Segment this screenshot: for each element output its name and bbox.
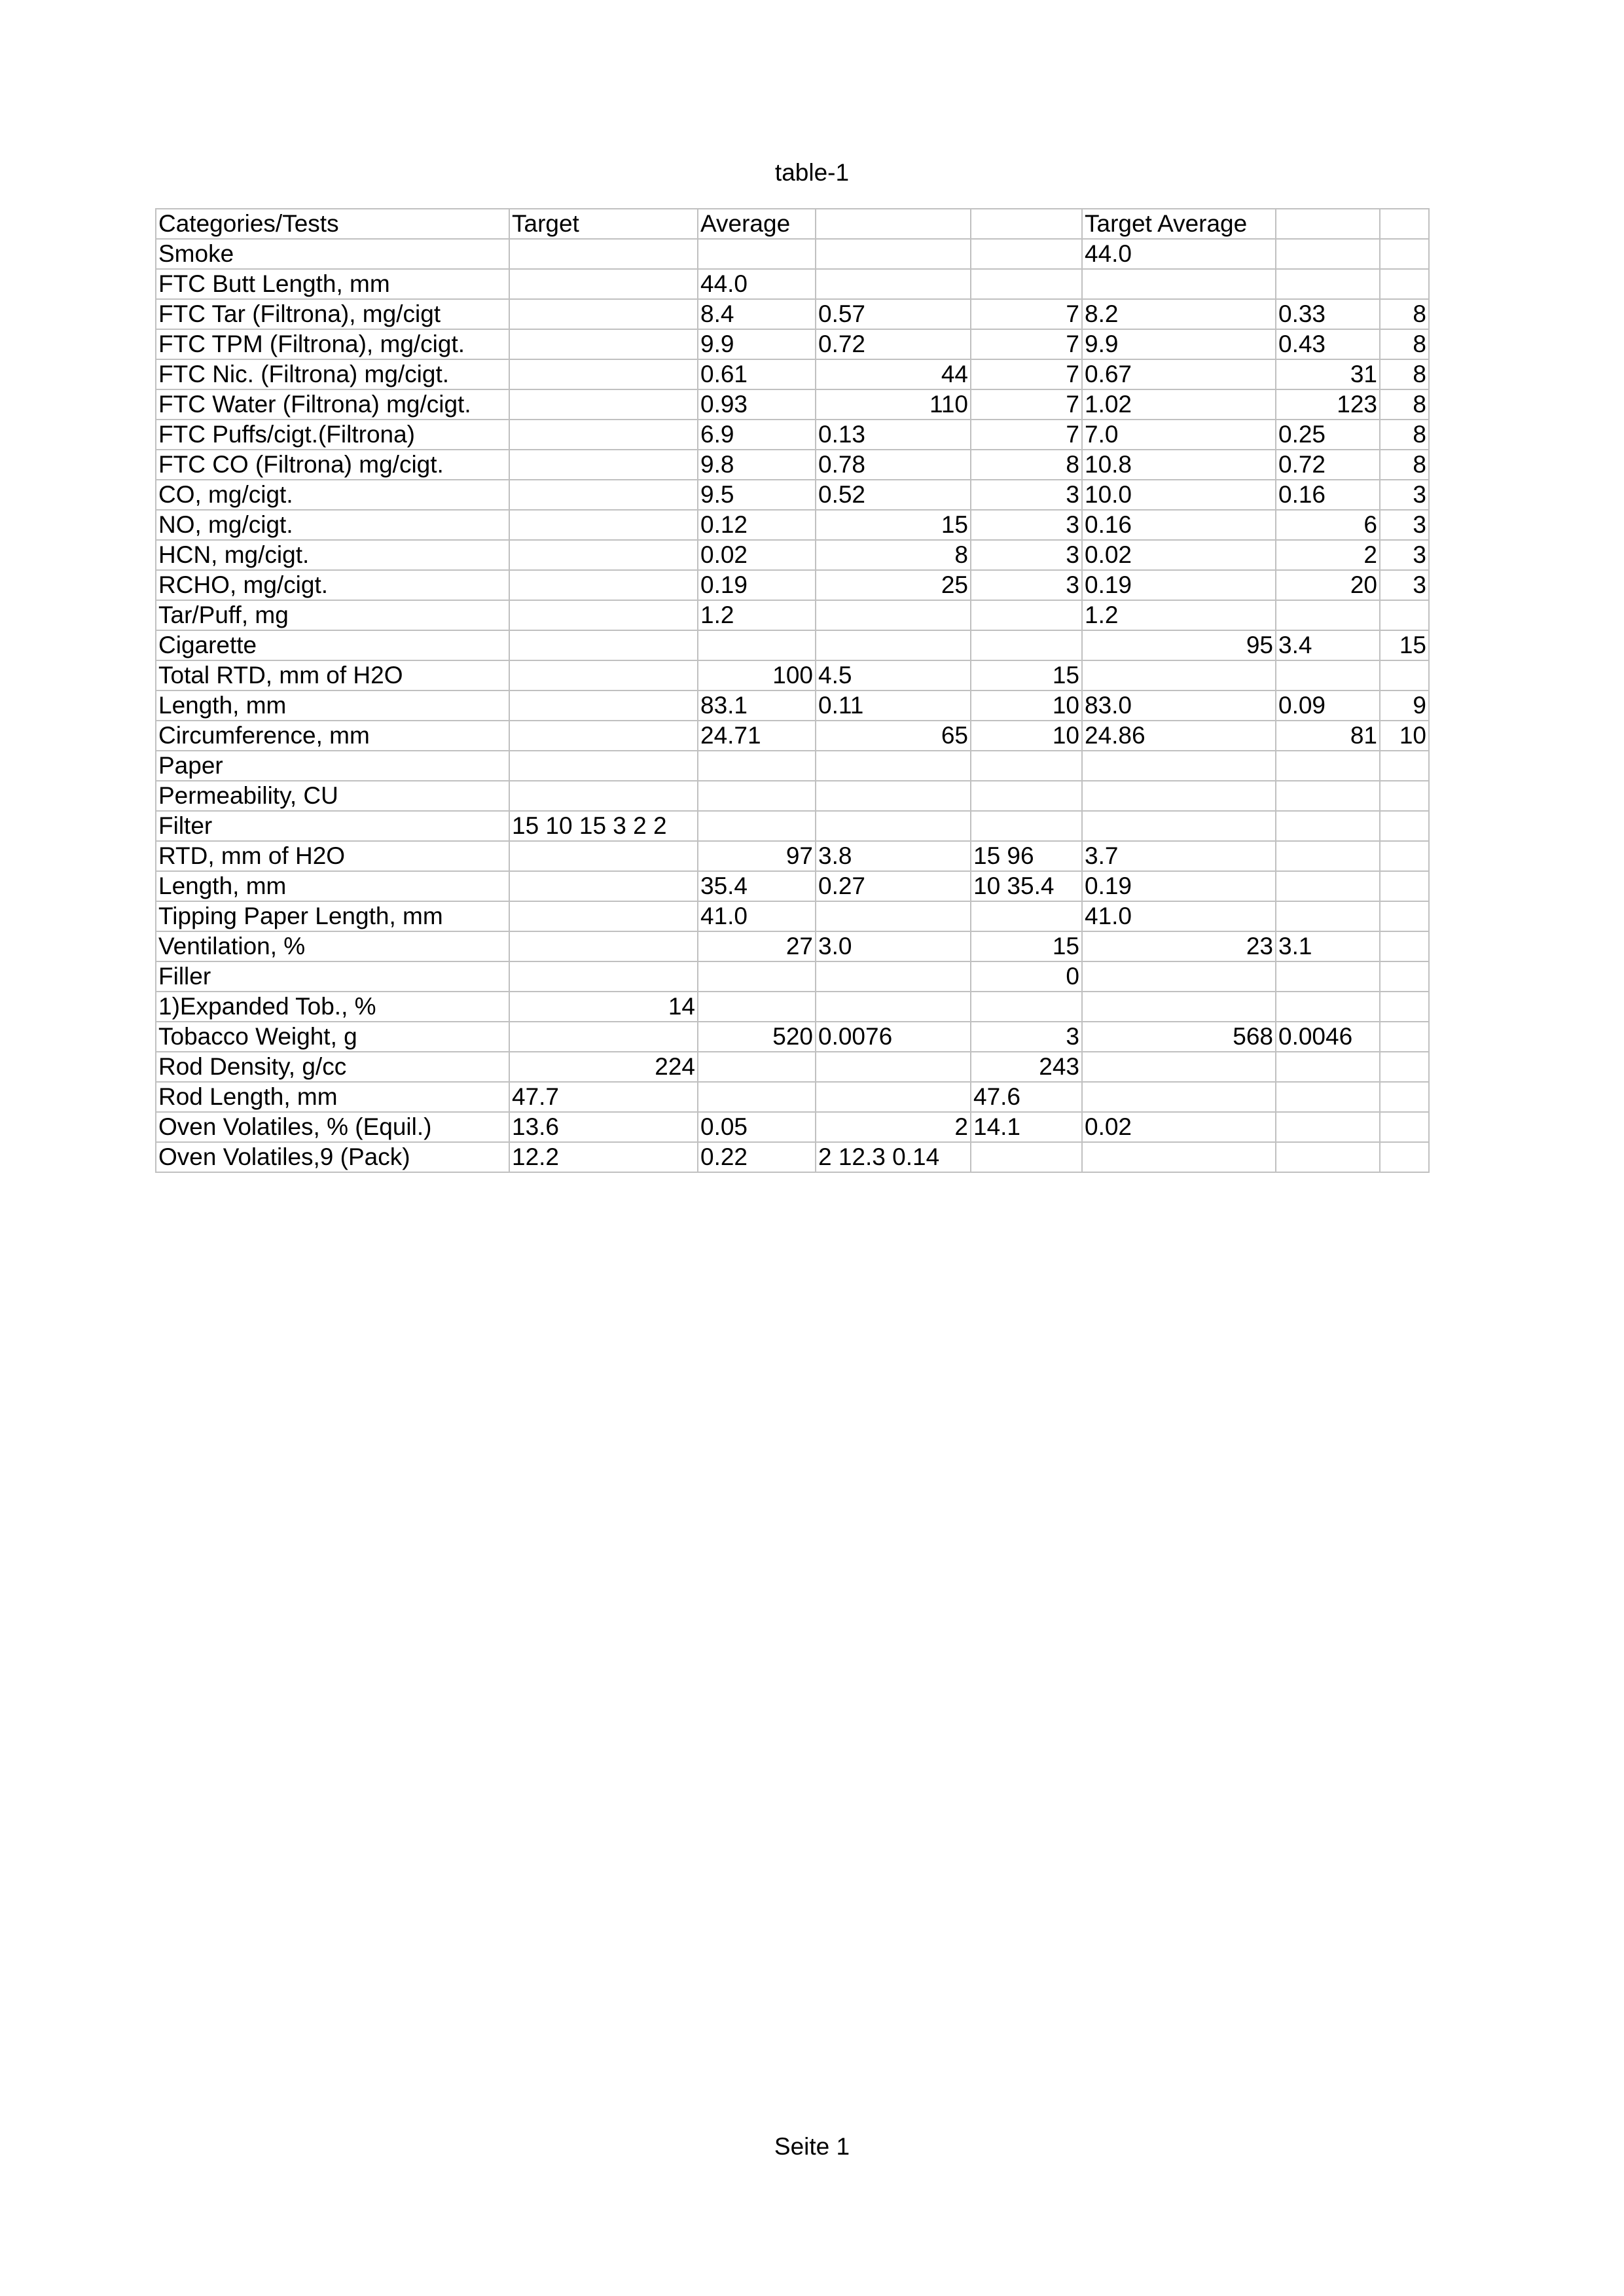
table-cell — [816, 600, 971, 630]
table-cell — [1082, 1142, 1276, 1172]
table-cell — [1276, 841, 1380, 871]
table-cell — [1380, 1112, 1429, 1142]
table-cell: 7 — [971, 389, 1082, 420]
table-cell: 41.0 — [698, 901, 816, 931]
row-label-cell: Ventilation, % — [156, 931, 509, 961]
table-row — [156, 1112, 1429, 1142]
table-cell — [698, 630, 816, 660]
table-cell — [698, 1052, 816, 1082]
table-cell: 3 — [1380, 570, 1429, 600]
table-cell: 0.05 — [698, 1112, 816, 1142]
table-cell: 2 12.3 0.14 — [816, 1142, 971, 1172]
table-cell: 25 — [816, 570, 971, 600]
table-cell: 47.7 — [509, 1082, 698, 1112]
row-label-cell: 1)Expanded Tob., % — [156, 992, 509, 1022]
table-cell — [816, 811, 971, 841]
table-cell — [1380, 901, 1429, 931]
table-row — [156, 1022, 1429, 1052]
table-cell: 7 — [971, 359, 1082, 389]
table-cell: 31 — [1276, 359, 1380, 389]
row-label-cell: Length, mm — [156, 871, 509, 901]
table-cell: 0.12 — [698, 510, 816, 540]
table-cell: Target — [509, 209, 698, 239]
page-footer: Seite 1 — [774, 2133, 850, 2160]
table-cell: 0.0076 — [816, 1022, 971, 1052]
table-cell: 35.4 — [698, 871, 816, 901]
table-cell — [1276, 992, 1380, 1022]
table-row — [156, 721, 1429, 751]
table-cell — [1380, 1142, 1429, 1172]
table-cell — [509, 841, 698, 871]
table-cell — [1380, 811, 1429, 841]
table-cell: 3 — [971, 510, 1082, 540]
table-cell: 44.0 — [1082, 239, 1276, 269]
table-cell — [1276, 660, 1380, 691]
table-cell — [1276, 1142, 1380, 1172]
table-cell: 0.43 — [1276, 329, 1380, 359]
table-cell: 3 — [1380, 510, 1429, 540]
table-row — [156, 359, 1429, 389]
page-title: table-1 — [774, 159, 850, 186]
table-cell — [509, 359, 698, 389]
table-cell: 7.0 — [1082, 420, 1276, 450]
table-cell — [509, 901, 698, 931]
table-cell: 3.1 — [1276, 931, 1380, 961]
table-cell: 15 10 15 3 2 2 — [509, 811, 698, 841]
table-cell: 3 — [971, 480, 1082, 510]
table-cell — [509, 871, 698, 901]
table-cell: 243 — [971, 1052, 1082, 1082]
table-cell: 0.72 — [816, 329, 971, 359]
table-cell — [971, 239, 1082, 269]
table-row — [156, 691, 1429, 721]
table-cell: 224 — [509, 1052, 698, 1082]
table-row — [156, 630, 1429, 660]
table-cell: 10 35.4 — [971, 871, 1082, 901]
table-cell: 27 — [698, 931, 816, 961]
table-cell — [1380, 209, 1429, 239]
table-cell — [1082, 1052, 1276, 1082]
table-cell: 10 — [971, 691, 1082, 721]
row-label-cell: Total RTD, mm of H2O — [156, 660, 509, 691]
table-cell: 9.9 — [698, 329, 816, 359]
table-cell — [509, 329, 698, 359]
table-cell: Target Average — [1082, 209, 1276, 239]
table-cell: 7 — [971, 329, 1082, 359]
table-cell: 10.0 — [1082, 480, 1276, 510]
table-row — [156, 1082, 1429, 1112]
table-cell: 0.72 — [1276, 450, 1380, 480]
table-cell: 10 — [971, 721, 1082, 751]
row-label-cell: Length, mm — [156, 691, 509, 721]
table-cell: 1.02 — [1082, 389, 1276, 420]
table-row — [156, 450, 1429, 480]
row-label-cell: FTC CO (Filtrona) mg/cigt. — [156, 450, 509, 480]
row-label-cell: RTD, mm of H2O — [156, 841, 509, 871]
table-row — [156, 901, 1429, 931]
table-cell: 0.22 — [698, 1142, 816, 1172]
table-row — [156, 811, 1429, 841]
row-label-cell: Rod Density, g/cc — [156, 1052, 509, 1082]
table-cell: Average — [698, 209, 816, 239]
table-cell: 23 — [1082, 931, 1276, 961]
row-label-cell: Tipping Paper Length, mm — [156, 901, 509, 931]
table-cell — [816, 961, 971, 992]
table-cell: 100 — [698, 660, 816, 691]
row-label-cell: Rod Length, mm — [156, 1082, 509, 1112]
table-cell: 44 — [816, 359, 971, 389]
table-cell: 0.11 — [816, 691, 971, 721]
table-cell: 123 — [1276, 389, 1380, 420]
table-cell: 81 — [1276, 721, 1380, 751]
table-cell — [509, 931, 698, 961]
table-row — [156, 1052, 1429, 1082]
table-cell: 10.8 — [1082, 450, 1276, 480]
table-cell — [1380, 239, 1429, 269]
table-row — [156, 299, 1429, 329]
table-cell: 520 — [698, 1022, 816, 1052]
table-cell: 95 — [1082, 630, 1276, 660]
table-cell — [816, 209, 971, 239]
row-label-cell: FTC Nic. (Filtrona) mg/cigt. — [156, 359, 509, 389]
row-label-cell: Permeability, CU — [156, 781, 509, 811]
table-cell — [1276, 781, 1380, 811]
table-cell: 13.6 — [509, 1112, 698, 1142]
table-cell: 9 — [1380, 691, 1429, 721]
table-cell — [816, 1082, 971, 1112]
table-cell: 1.2 — [1082, 600, 1276, 630]
table-cell — [971, 1142, 1082, 1172]
table-cell — [1380, 961, 1429, 992]
table-cell: 8 — [1380, 420, 1429, 450]
table-cell: 2 — [816, 1112, 971, 1142]
table-cell: 8.2 — [1082, 299, 1276, 329]
table-cell: 8 — [1380, 450, 1429, 480]
table-cell: 4.5 — [816, 660, 971, 691]
table-cell: 47.6 — [971, 1082, 1082, 1112]
table-cell — [509, 269, 698, 299]
table-cell — [509, 630, 698, 660]
table-cell: 3 — [1380, 540, 1429, 570]
table-cell: 0.52 — [816, 480, 971, 510]
table-cell: 12.2 — [509, 1142, 698, 1172]
row-label-cell: NO, mg/cigt. — [156, 510, 509, 540]
table-cell — [1380, 660, 1429, 691]
table-cell — [971, 901, 1082, 931]
table-cell — [1276, 1052, 1380, 1082]
table-cell — [1380, 992, 1429, 1022]
table-cell — [509, 480, 698, 510]
table-cell — [1380, 1082, 1429, 1112]
table-cell — [1380, 1022, 1429, 1052]
table-cell: 0.19 — [698, 570, 816, 600]
table-cell — [816, 630, 971, 660]
table-row — [156, 931, 1429, 961]
table-cell — [816, 781, 971, 811]
table-cell — [1082, 992, 1276, 1022]
row-label-cell: Filter — [156, 811, 509, 841]
table-cell: 14.1 — [971, 1112, 1082, 1142]
table-row — [156, 329, 1429, 359]
table-cell — [1380, 871, 1429, 901]
table-cell — [698, 751, 816, 781]
table-cell — [971, 781, 1082, 811]
table-row — [156, 209, 1429, 239]
table-cell: 0.67 — [1082, 359, 1276, 389]
table-cell — [1380, 841, 1429, 871]
row-label-cell: Tobacco Weight, g — [156, 1022, 509, 1052]
table-cell: 8 — [1380, 359, 1429, 389]
table-cell: 0.78 — [816, 450, 971, 480]
table-cell: 568 — [1082, 1022, 1276, 1052]
table-cell: 8 — [971, 450, 1082, 480]
table-cell — [971, 269, 1082, 299]
table-cell: 65 — [816, 721, 971, 751]
table-cell — [1082, 961, 1276, 992]
table-cell: 1.2 — [698, 600, 816, 630]
table-cell — [509, 239, 698, 269]
table-cell — [971, 751, 1082, 781]
table-cell — [509, 751, 698, 781]
table-cell: 7 — [971, 299, 1082, 329]
table-cell — [1276, 269, 1380, 299]
table-cell: 0.61 — [698, 359, 816, 389]
table-row — [156, 841, 1429, 871]
row-label-cell: FTC TPM (Filtrona), mg/cigt. — [156, 329, 509, 359]
table-cell: 8 — [816, 540, 971, 570]
table-cell: 0.19 — [1082, 871, 1276, 901]
table-cell — [509, 510, 698, 540]
table-cell: 8.4 — [698, 299, 816, 329]
table-cell — [971, 630, 1082, 660]
table-cell — [698, 239, 816, 269]
table-cell: 6 — [1276, 510, 1380, 540]
table-cell — [971, 811, 1082, 841]
table-cell: 8 — [1380, 329, 1429, 359]
table-cell: 41.0 — [1082, 901, 1276, 931]
table-cell — [816, 992, 971, 1022]
table-cell — [1082, 811, 1276, 841]
table-row — [156, 961, 1429, 992]
table-cell — [509, 450, 698, 480]
table-cell: 3 — [971, 570, 1082, 600]
table-cell — [971, 992, 1082, 1022]
table-cell — [1276, 209, 1380, 239]
table-cell — [1276, 239, 1380, 269]
row-label-cell: Oven Volatiles, % (Equil.) — [156, 1112, 509, 1142]
row-label-cell: Tar/Puff, mg — [156, 600, 509, 630]
table-cell — [1380, 269, 1429, 299]
table-cell: 83.0 — [1082, 691, 1276, 721]
table-cell: 97 — [698, 841, 816, 871]
table-cell — [816, 901, 971, 931]
table-cell — [816, 751, 971, 781]
table-cell: 10 — [1380, 721, 1429, 751]
table-cell: 8 — [1380, 299, 1429, 329]
table-cell — [509, 781, 698, 811]
table-cell: 3.4 — [1276, 630, 1380, 660]
table-row — [156, 1142, 1429, 1172]
table-cell — [816, 269, 971, 299]
table-cell: 9.5 — [698, 480, 816, 510]
row-label-cell: FTC Water (Filtrona) mg/cigt. — [156, 389, 509, 420]
table-cell — [1380, 600, 1429, 630]
table-row — [156, 389, 1429, 420]
table-row — [156, 239, 1429, 269]
table-row — [156, 600, 1429, 630]
table-row — [156, 480, 1429, 510]
table-cell — [1082, 751, 1276, 781]
table-cell: 7 — [971, 420, 1082, 450]
table-row — [156, 660, 1429, 691]
table-cell — [509, 299, 698, 329]
table-cell — [509, 570, 698, 600]
row-label-cell: CO, mg/cigt. — [156, 480, 509, 510]
table-cell: 24.86 — [1082, 721, 1276, 751]
table-cell: 3 — [971, 540, 1082, 570]
table-cell: 0.93 — [698, 389, 816, 420]
table-cell: 3 — [971, 1022, 1082, 1052]
table-cell — [1276, 600, 1380, 630]
table-cell — [1082, 660, 1276, 691]
table-cell — [509, 600, 698, 630]
table-cell — [509, 389, 698, 420]
table-cell: 3.8 — [816, 841, 971, 871]
row-label-cell: Paper — [156, 751, 509, 781]
table-cell — [1082, 269, 1276, 299]
table-cell — [698, 992, 816, 1022]
table-cell: 0.25 — [1276, 420, 1380, 450]
table-cell: 15 96 — [971, 841, 1082, 871]
table-cell — [509, 961, 698, 992]
table-cell — [698, 1082, 816, 1112]
table-row — [156, 269, 1429, 299]
table-cell — [971, 209, 1082, 239]
table-cell: 0 — [971, 961, 1082, 992]
table-cell: 44.0 — [698, 269, 816, 299]
table-cell — [1380, 931, 1429, 961]
table-cell — [698, 781, 816, 811]
table-cell — [1082, 781, 1276, 811]
table-cell: 83.1 — [698, 691, 816, 721]
table-cell: 20 — [1276, 570, 1380, 600]
table-cell: 2 — [1276, 540, 1380, 570]
table-cell — [1276, 1082, 1380, 1112]
table-cell — [509, 691, 698, 721]
table-cell: 3.0 — [816, 931, 971, 961]
row-label-cell: FTC Puffs/cigt.(Filtrona) — [156, 420, 509, 450]
table-cell: 15 — [971, 931, 1082, 961]
table-cell: 8 — [1380, 389, 1429, 420]
table-cell — [1276, 901, 1380, 931]
table-cell: 15 — [816, 510, 971, 540]
table-cell: 24.71 — [698, 721, 816, 751]
row-label-cell: FTC Tar (Filtrona), mg/cigt — [156, 299, 509, 329]
table-cell: 0.02 — [1082, 540, 1276, 570]
data-table — [155, 208, 1430, 1173]
table-row — [156, 871, 1429, 901]
table-cell: 0.13 — [816, 420, 971, 450]
table-cell: 14 — [509, 992, 698, 1022]
table-row — [156, 992, 1429, 1022]
table-cell — [1276, 961, 1380, 992]
table-cell: 6.9 — [698, 420, 816, 450]
table-cell: 15 — [1380, 630, 1429, 660]
table-cell — [698, 961, 816, 992]
table-cell — [1380, 751, 1429, 781]
table-cell — [1380, 1052, 1429, 1082]
table-cell: 0.02 — [698, 540, 816, 570]
table-cell — [816, 239, 971, 269]
table-cell — [509, 1022, 698, 1052]
table-cell — [509, 540, 698, 570]
table-cell — [509, 660, 698, 691]
table-row — [156, 540, 1429, 570]
table-cell: 0.33 — [1276, 299, 1380, 329]
table-cell: 3.7 — [1082, 841, 1276, 871]
table-cell — [509, 721, 698, 751]
table-cell: 0.16 — [1082, 510, 1276, 540]
table-cell — [1276, 871, 1380, 901]
row-label-cell: Smoke — [156, 239, 509, 269]
table-cell — [1380, 781, 1429, 811]
table-row — [156, 751, 1429, 781]
table-cell: 0.16 — [1276, 480, 1380, 510]
row-label-cell: HCN, mg/cigt. — [156, 540, 509, 570]
table-cell: 15 — [971, 660, 1082, 691]
table-cell: 0.0046 — [1276, 1022, 1380, 1052]
table-cell — [1082, 1082, 1276, 1112]
table-cell — [816, 1052, 971, 1082]
row-label-cell: Categories/Tests — [156, 209, 509, 239]
table-cell — [509, 420, 698, 450]
row-label-cell: Filler — [156, 961, 509, 992]
row-label-cell: Circumference, mm — [156, 721, 509, 751]
table-cell: 110 — [816, 389, 971, 420]
table-cell — [1276, 811, 1380, 841]
table-cell: 0.02 — [1082, 1112, 1276, 1142]
table-cell — [698, 811, 816, 841]
table-cell: 0.09 — [1276, 691, 1380, 721]
table-cell — [1276, 1112, 1380, 1142]
table-row — [156, 570, 1429, 600]
table-row — [156, 510, 1429, 540]
table-cell: 9.9 — [1082, 329, 1276, 359]
table-cell: 0.19 — [1082, 570, 1276, 600]
table-cell: 3 — [1380, 480, 1429, 510]
table-row — [156, 420, 1429, 450]
table-cell: 0.57 — [816, 299, 971, 329]
table-row — [156, 781, 1429, 811]
table-cell — [971, 600, 1082, 630]
table-cell — [1276, 751, 1380, 781]
row-label-cell: Cigarette — [156, 630, 509, 660]
row-label-cell: RCHO, mg/cigt. — [156, 570, 509, 600]
table-cell: 9.8 — [698, 450, 816, 480]
table-cell: 0.27 — [816, 871, 971, 901]
row-label-cell: FTC Butt Length, mm — [156, 269, 509, 299]
row-label-cell: Oven Volatiles,9 (Pack) — [156, 1142, 509, 1172]
